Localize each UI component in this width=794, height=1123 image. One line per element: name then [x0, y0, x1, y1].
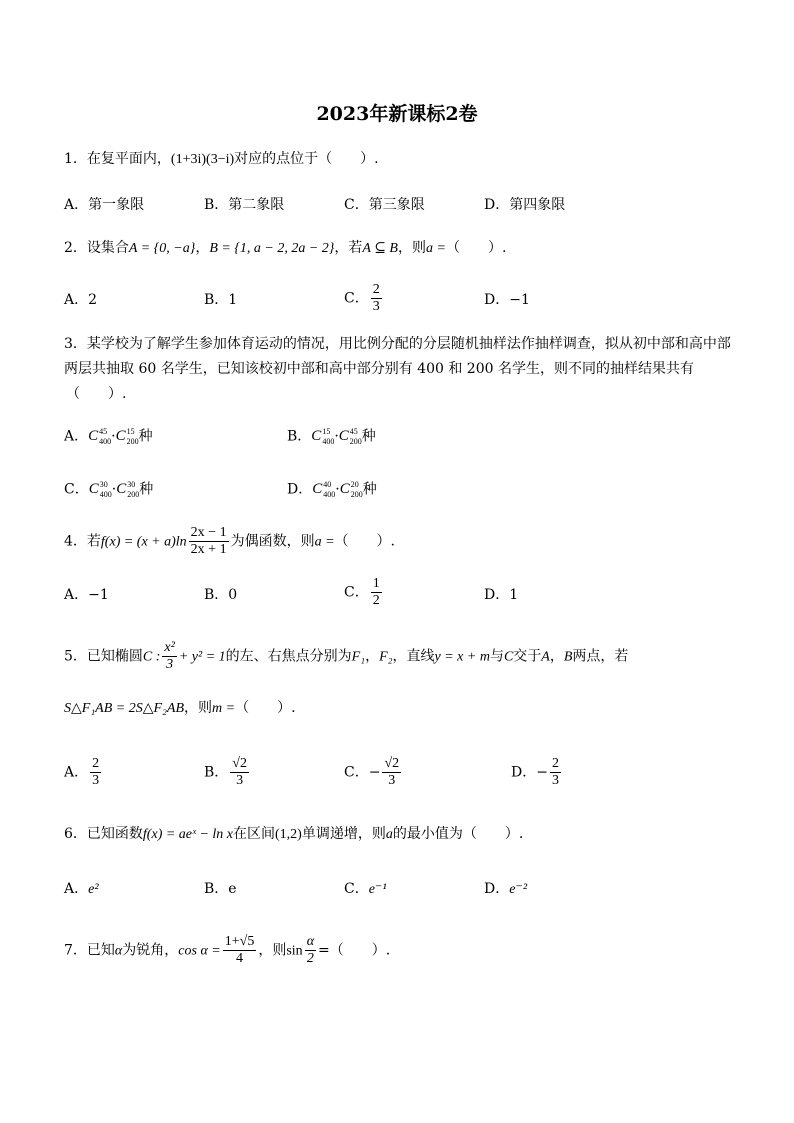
q6-option-a [64, 879, 99, 900]
q5-option-c [344, 756, 403, 789]
fraction-numerator: 2 [92, 756, 100, 771]
fraction-denominator: 3 [92, 773, 100, 788]
fraction-numerator: 2x − 1 [190, 525, 227, 540]
q7-alpha: α [114, 943, 123, 959]
q1-stem-post: 对应的点位于（ ）. [234, 151, 379, 167]
q3-option-d-unit: 种 [362, 481, 377, 498]
q4-stem-mid: 为偶函数，则 [230, 533, 315, 550]
q7-sin: sin [286, 943, 303, 959]
fraction-denominator: 3 [372, 299, 380, 314]
q6-option-a-value: e² [88, 882, 99, 897]
q5-option-b [204, 756, 251, 789]
q6-option-d [484, 879, 527, 900]
q5-c: C [503, 649, 514, 665]
q2-ask: a = [426, 241, 446, 256]
question-4-stem [64, 525, 395, 558]
fraction-numerator: 1 [372, 576, 380, 591]
q5-option-a-fraction [90, 756, 101, 789]
fraction-numerator: 2 [551, 756, 559, 771]
q5-stem-mid: 的左、右焦点分别为 [225, 648, 352, 665]
q7-cos: cos α = [178, 943, 221, 959]
q7-stem-mid2: ，则 [258, 942, 287, 959]
q3-option-c: C．C 30 400 ·C 30 200 种 [64, 479, 154, 499]
q4-option-c [344, 576, 384, 609]
q2-option-d: D．−1 [484, 292, 530, 308]
q5-sep2: ， [549, 648, 564, 665]
q2-stem-mid2: ，则 [398, 240, 426, 256]
comb-lower: 200 [350, 489, 363, 499]
q4-option-c-fraction [371, 576, 382, 609]
q4-stem-pre: 4．若 [64, 533, 101, 550]
q5-f1: F₁ [351, 649, 366, 665]
q2-stem-pre: 2．设集合 [64, 240, 129, 256]
fraction-denominator: 3 [388, 773, 396, 788]
q7-stem-mid: 为锐角， [122, 942, 179, 959]
q7-half-angle-fraction [305, 934, 316, 967]
comb-upper: 30 [127, 479, 136, 489]
q5-stem-mid2: ，直线 [392, 648, 435, 665]
q2-option-c-fraction [371, 282, 382, 315]
q3-line-3: （ ）. [66, 386, 127, 402]
q4-option-a: A．−1 [64, 587, 109, 603]
fraction-denominator: 3 [236, 773, 244, 788]
q4-option-b: B．0 [204, 587, 238, 603]
q6-option-c-label: C． [344, 881, 369, 897]
q2-option-c-label: C． [344, 290, 369, 307]
q5-line: y = x + m [434, 649, 490, 665]
q5-ellipse-post: + y² = 1 [178, 649, 226, 665]
q5-option-d-fraction [550, 756, 561, 789]
q6-interval: (1,2) [275, 827, 302, 842]
fraction-denominator: 3 [166, 657, 174, 672]
comb-upper: 45 [99, 426, 108, 436]
q2-option-b: B．1 [204, 292, 238, 308]
comb-upper: 15 [126, 426, 135, 436]
comb-upper: 45 [349, 426, 358, 436]
q5-option-b-fraction [230, 756, 249, 789]
q4-ask: a = [314, 534, 335, 550]
q5-sep: ， [365, 648, 380, 665]
q1-option-c: C．第三象限 [344, 197, 425, 213]
q5-ask: m = [212, 701, 236, 716]
q3-option-a: A．C 45 400 ·C 15 200 种 [64, 426, 153, 446]
q2-sep: ， [195, 240, 210, 256]
q5-stem-mid3: 与 [489, 648, 504, 665]
comb-upper: 30 [99, 479, 108, 489]
question-6-stem [64, 824, 523, 845]
q1-stem-pre: 1．在复平面内， [64, 151, 171, 167]
q5-ellipse-pre: C : [142, 649, 161, 665]
q5-stem-mid4: 交于 [513, 648, 542, 665]
fraction-denominator: 4 [236, 951, 244, 966]
question-1-stem [64, 149, 379, 170]
q2-condition: A ⊆ B [362, 241, 398, 256]
q5-option-a-label: A． [64, 764, 89, 781]
q1-expression: (1+3i)(3−i) [170, 152, 235, 167]
q4-option-c-label: C． [344, 584, 369, 601]
q6-stem-pre: 6．已知函数 [64, 826, 143, 842]
q7-cos-fraction [223, 934, 257, 967]
q5-b: B [563, 649, 573, 665]
q2-option-c [344, 282, 384, 315]
q5-line2-post: （ ）. [235, 700, 296, 716]
fraction-denominator: 2 [372, 593, 380, 608]
q4-option-d: D．1 [484, 587, 519, 603]
q5-a: A [541, 649, 550, 665]
comb-lower: 200 [349, 436, 362, 446]
q4-fraction [189, 525, 229, 558]
comb-upper: 40 [323, 479, 332, 489]
q2-option-a: A．2 [64, 292, 98, 308]
q5-line2-mid: ，则 [184, 700, 213, 716]
fraction-numerator: √2 [232, 756, 247, 771]
q6-option-c-value: e⁻¹ [368, 882, 387, 897]
q1-option-b: B．第二象限 [204, 197, 285, 213]
q3-option-a-label: A． [64, 428, 89, 445]
q2-stem-post: （ ）. [445, 240, 507, 256]
q3-option-c-unit: 种 [139, 481, 154, 498]
q6-option-b: B．e [204, 881, 237, 897]
q5-option-d [511, 756, 563, 789]
q4-function: f(x) = (x + a)ln [100, 534, 187, 550]
comb-upper: 20 [350, 479, 359, 489]
question-2-stem [64, 238, 506, 259]
q6-stem-mid2: 单调递增，则 [301, 826, 386, 842]
q6-option-d-label: D． [484, 881, 510, 897]
comb-upper: 15 [322, 426, 331, 436]
q6-option-a-label: A． [64, 881, 89, 897]
q6-option-d-value: e⁻² [509, 882, 528, 897]
fraction-denominator: 3 [551, 773, 559, 788]
q5-option-a [64, 756, 103, 789]
q1-option-d: D．第四象限 [484, 197, 566, 213]
q5-option-c-fraction [382, 756, 401, 789]
comb-lower: 400 [99, 436, 112, 446]
fraction-numerator: 1+√5 [224, 934, 255, 949]
fraction-numerator: 2 [372, 282, 380, 297]
q2-set-b: B = {1, a − 2, 2a − 2} [209, 241, 335, 256]
comb-lower: 200 [126, 436, 139, 446]
fraction-numerator: α [306, 934, 315, 949]
q5-fraction [162, 640, 176, 673]
comb-lower: 400 [99, 489, 112, 499]
q3-option-a-unit: 种 [138, 428, 153, 445]
q7-stem-post: =（ ）. [318, 942, 391, 959]
q6-a: a [385, 827, 393, 842]
fraction-denominator: 2 [306, 951, 314, 966]
q2-stem-mid: ，若 [334, 240, 363, 256]
q5-option-c-label: C．− [344, 764, 381, 781]
q5-stem-pre: 5．已知椭圆 [64, 648, 143, 665]
q7-stem-pre: 7．已知 [64, 942, 115, 959]
q5-option-d-label: D．− [511, 764, 548, 781]
fraction-numerator: x² [164, 640, 175, 655]
q6-stem-post: 的最小值为（ ）. [392, 826, 524, 842]
comb-lower: 400 [322, 436, 335, 446]
q5-option-b-label: B． [204, 764, 229, 781]
q3-line-2: 两层共抽取 60 名学生，已知该校初中部和高中部分别有 400 和 200 名学生，则不同的抽样结果共有 [64, 361, 694, 377]
q5-stem-post: 两点，若 [572, 648, 629, 665]
q6-option-c [344, 879, 387, 900]
comb-lower: 400 [323, 489, 336, 499]
page-title: 2023年新课标2卷 [316, 103, 478, 125]
q3-option-d: D．C 40 400 ·C 20 200 种 [287, 479, 377, 499]
fraction-denominator: 2x + 1 [190, 542, 227, 557]
q1-option-a: A．第一象限 [64, 197, 145, 213]
q5-f2: F₂ [379, 649, 393, 665]
question-7-stem [64, 934, 390, 967]
q5-line-2 [64, 698, 296, 719]
q3-option-c-label: C． [64, 481, 89, 498]
q6-stem-mid: 在区间 [233, 826, 276, 842]
q2-set-a: A = {0, −a} [128, 241, 196, 256]
q4-stem-post: （ ）. [334, 533, 395, 550]
fraction-numerator: √2 [384, 756, 400, 771]
q3-option-b-label: B． [287, 428, 312, 445]
q6-function: f(x) = aeˣ − ln x [142, 827, 234, 842]
q5-area-expression: S△F₁AB = 2S△F₂AB [64, 701, 185, 716]
q3-option-b: B．C 15 400 ·C 45 200 种 [287, 426, 376, 446]
comb-lower: 200 [127, 489, 140, 499]
q3-option-b-unit: 种 [361, 428, 376, 445]
q3-line-1: 3．某学校为了解学生参加体育运动的情况，用比例分配的分层随机抽样法作抽样调查，拟从初中部和高中部 [64, 336, 731, 352]
question-5-stem [64, 640, 628, 673]
q3-option-d-label: D． [287, 481, 313, 498]
